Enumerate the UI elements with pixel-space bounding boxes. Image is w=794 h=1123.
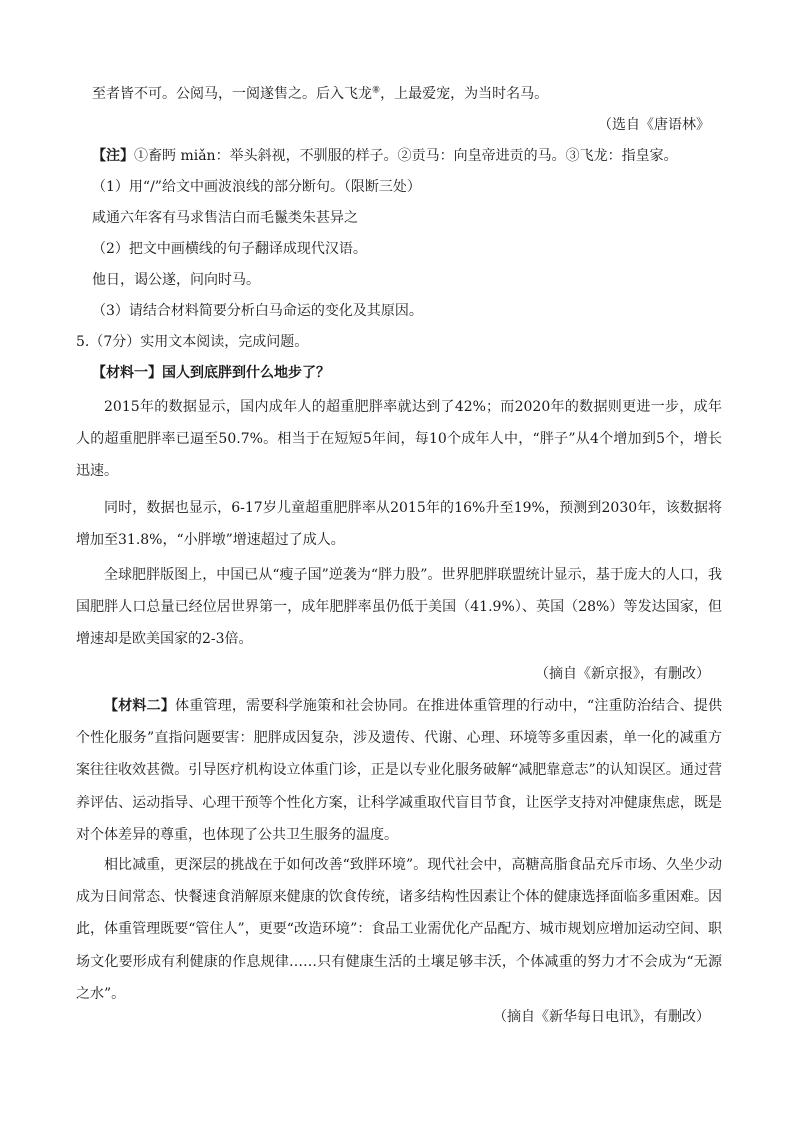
material-1-source: （摘自《新京报》，有删改） bbox=[535, 666, 710, 682]
question-2-material: 他日，谒公遂，问向时马。 bbox=[92, 272, 260, 288]
material-1-paragraph: 同时，数据也显示，6-17岁儿童超重肥胖率从2015年的16%升至19%，预测到2030年，该数据将增加至31.8%，“小胖墩”增速超过了成人。 bbox=[76, 500, 722, 549]
material-2-label: 【材料二】 bbox=[104, 698, 176, 714]
material-1-paragraph: 2015年的数据显示，国内成年人的超重肥胖率就达到了42%；而2020年的数据则更进一步，成年人的超重肥胖率已逼至50.7%。相当于在短短5年间，每10个成年人中，“胖子”从4个增加到5个，增长迅速。 bbox=[76, 399, 722, 480]
material-1-paragraph: 全球肥胖版图上，中国已从“瘦子国”逆袭为“胖力股”。世界肥胖联盟统计显示，基于庞大的人口，我国肥胖人口总量已经位居世界第一，成年肥胖率虽仍低于美国（41.9%）、英国（28%）等发达国家，但增速却是欧美国家的2-3倍。 bbox=[76, 567, 722, 648]
material-1-title: 【材料一】国人到底胖到什么地步了？ bbox=[92, 365, 330, 381]
passage-tail-line bbox=[92, 84, 548, 104]
passage-source: （选自《唐语林》 bbox=[598, 117, 710, 133]
annotation-note bbox=[92, 146, 678, 166]
material-2-paragraph bbox=[76, 690, 722, 851]
question-3-prompt: （3）请结合材料简要分析白马命运的变化及其原因。 bbox=[92, 303, 423, 319]
material-2-paragraph: 相比减重，更深层的挑战在于如何改善“致胖环境”。现代社会中，高糖高脂食品充斥市场、久坐少动成为日间常态、快餐速食消解原来健康的饮食传统，诸多结构性因素让个体的健康选择面临多重困难。因此，体重管理既要“管住人”，更要“改造环境”：食品工业需优化产品配方、城市规划应增加运动空间、职场文化要形成有利健康的作息规律……只有健康生活的土壤足够丰沃，个体减重的努力才不会成为“无源之水”。 bbox=[76, 857, 722, 1002]
note-label: 【注】 bbox=[92, 148, 134, 164]
question-1-prompt: （1）用“/”给文中画波浪线的部分断句。（限断三处） bbox=[92, 179, 421, 195]
material-2-source: （摘自《新华每日电讯》，有删改） bbox=[493, 1009, 710, 1025]
passage-tail-text: 至者皆不可。公阅马，一阅遂售之。后入飞龙 bbox=[92, 86, 372, 102]
note-text: ①畜眄 miǎn：举头斜视，不驯服的样子。②贡马：向皇帝进贡的马。③飞龙：指皇家。 bbox=[134, 148, 678, 164]
material-2-paragraph-text: 体重管理，需要科学施策和社会协同。在推进体重管理的行动中，“注重防治结合、提供个性化服务”直指问题要害：肥胖成因复杂，涉及遗传、代谢、心理、环境等多重因素，单一化的减重方案往往收效甚微。引导医疗机构设立体重门诊，正是以专业化服务破解“减肥靠意志”的认知误区。通过营养评估、运动指导、心理干预等个性化方案，让科学减重取代盲目节食，让医学支持对冲健康焦虑，既是对个体差异的尊重，也体现了公共卫生服务的温度。 bbox=[76, 698, 723, 843]
question-5-header: 5.（7分）实用文本阅读，完成问题。 bbox=[76, 334, 309, 350]
question-2-prompt: （2）把文中画横线的句子翻译成现代汉语。 bbox=[92, 241, 367, 257]
passage-tail-text-end: ，上最爱宠，为当时名马。 bbox=[380, 86, 549, 102]
footnote-marker: ⑧ bbox=[372, 85, 381, 96]
question-1-material: 咸通六年客有马求售洁白而毛鬣类朱甚异之 bbox=[92, 210, 358, 226]
